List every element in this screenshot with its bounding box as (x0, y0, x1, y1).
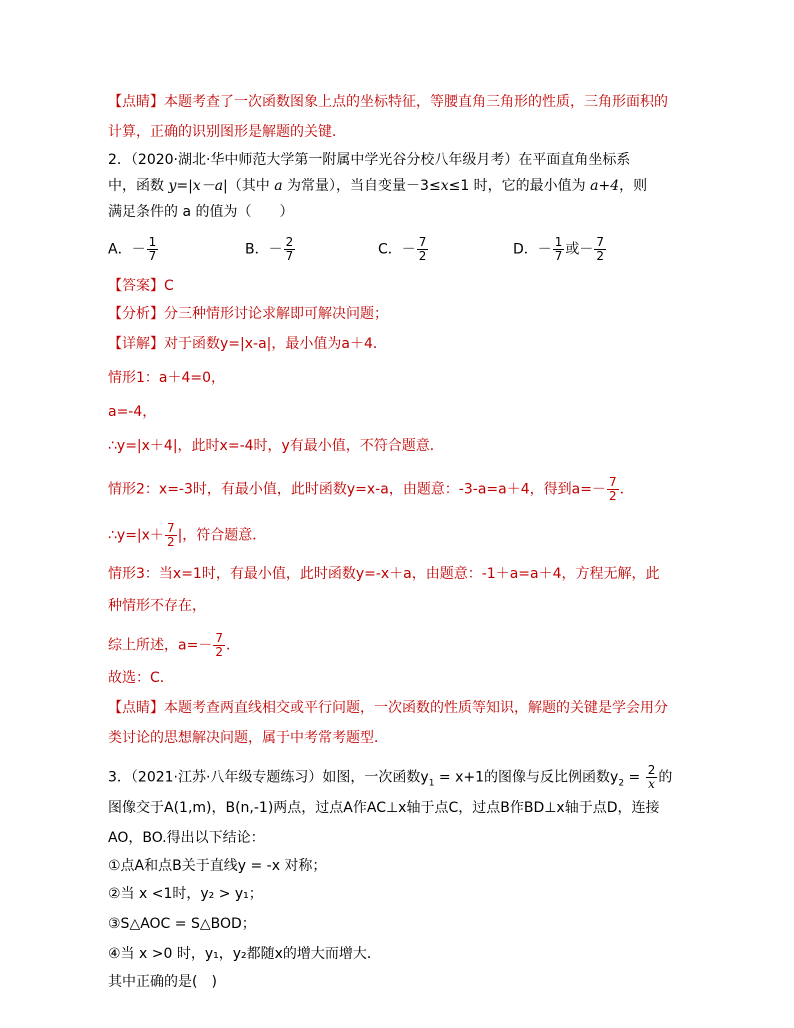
q2-stem-text: ，则 (619, 178, 648, 194)
q2-stem-text: 为常量），当自变量－3≤ (282, 178, 441, 194)
fraction (213, 632, 225, 659)
numerator: 7 (166, 521, 175, 535)
q2-case2-line-1 (108, 476, 634, 503)
q2-analysis: 【分析】分三种情形讨论求解即可解决问题； (108, 306, 388, 322)
case2-text: ∴y=|x＋ (108, 527, 164, 544)
subscript: 2 (618, 778, 625, 789)
q2-stem-text: （其中 (227, 178, 275, 194)
q2-detail: 【详解】对于函数y=|x-a|，最小值为a＋4． (108, 336, 387, 352)
q2-min-value: a+4 (590, 178, 620, 194)
denominator: 7 (285, 249, 294, 263)
q2-option-a (108, 236, 159, 263)
q2-function: y=|x－a| (168, 178, 228, 194)
summary-end: ． (225, 637, 240, 654)
q2-choice: 故选：C． (108, 670, 174, 686)
case2-text: 情形2：x=-3时，有最小值，此时函数y=x-a，由题意：-3-a=a＋4，得到a=－ (108, 481, 606, 498)
numerator: 7 (596, 235, 605, 249)
q2-dianjing-line-2: 类讨论的思想解决问题，属于中考常考题型． (108, 730, 388, 746)
fraction (417, 236, 429, 263)
q1-dianjing-line-2: 计算，正确的识别图形是解题的关键． (108, 124, 346, 140)
numerator: 1 (554, 235, 563, 249)
numerator: 7 (215, 631, 223, 645)
q2-case2-line-2 (108, 522, 266, 549)
fraction (147, 236, 159, 263)
q2-case1-line-2: a=-4， (108, 404, 157, 420)
q3-text: 的 (658, 769, 673, 786)
fraction (553, 236, 565, 263)
fraction (646, 764, 658, 791)
numerator: 2 (647, 763, 656, 777)
q3-text: = x+1的图像与反比例函数y (434, 769, 619, 786)
q3-text: = (624, 769, 645, 786)
denominator: 7 (554, 249, 563, 263)
q2-answer: 【答案】C (108, 278, 174, 294)
option-mid: 或－ (565, 241, 594, 258)
option-prefix: D．－ (513, 241, 552, 258)
fraction (284, 236, 296, 263)
case2-text: |，符合题意． (177, 527, 267, 544)
fraction (607, 476, 619, 503)
q2-case3-line-1: 情形3：当x=1时，有最小值，此时函数y=-x＋a，由题意：-1＋a=a＋4，方程无解，此 (108, 566, 660, 582)
denominator: 2 (215, 645, 223, 659)
denominator: 2 (596, 249, 605, 263)
option-prefix: A．－ (108, 241, 146, 258)
denominator: 2 (418, 249, 427, 263)
q3-stem-line-2: 图像交于A(1,m)，B(n,-1)两点，过点A作AC⊥x轴于点C，过点B作BD⊥x轴于点D，连接 (108, 800, 660, 816)
q2-option-d (513, 236, 607, 263)
q3-ask: 其中正确的是( ) (108, 974, 217, 990)
numerator: 7 (608, 475, 617, 489)
q2-var-a: a (274, 178, 283, 194)
q3-conclusion-3: ③S△AOC = S△BOD； (108, 916, 256, 932)
subscript: 1 (428, 778, 435, 789)
q2-option-b (245, 236, 296, 263)
numerator: 1 (148, 235, 157, 249)
q3-stem-line-1 (108, 764, 672, 793)
q2-option-c (378, 236, 429, 263)
denominator: 2 (608, 489, 617, 503)
denominator: 7 (148, 249, 157, 263)
option-prefix: C．－ (378, 241, 416, 258)
case2-end: ． (619, 481, 634, 498)
q2-case3-line-2: 种情形不存在， (108, 598, 206, 614)
denominator: x (648, 777, 655, 791)
q2-case1-line-1: 情形1：a＋4=0， (108, 370, 226, 386)
q1-dianjing-line-1: 【点睛】本题考查了一次函数图象上点的坐标特征，等腰直角三角形的性质，三角形面积的 (108, 94, 668, 110)
q2-case1-line-3: ∴y=|x＋4|，此时x=-4时，y有最小值，不符合题意． (108, 438, 444, 454)
numerator: 2 (285, 235, 294, 249)
q2-summary (108, 632, 240, 659)
fraction (165, 522, 177, 549)
q2-dianjing-line-1: 【点睛】本题考查两直线相交或平行问题，一次函数的性质等知识，解题的关键是学会用分 (108, 700, 668, 716)
q3-text: 3．（2021·江苏·八年级专题练习）如图，一次函数y (108, 769, 429, 786)
q2-stem-line-3: 满足条件的 a 的值为（ ） (108, 204, 294, 220)
q2-stem-line-2 (108, 176, 647, 196)
q3-conclusion-1: ①点A和点B关于直线y = -x 对称； (108, 858, 327, 874)
q3-stem-line-3: AO，BO.得出以下结论： (108, 830, 265, 846)
q2-stem-text: ≤1 时，它的最小值为 (448, 178, 591, 194)
q3-conclusion-2: ②当 x <1时，y₂ > y₁； (108, 886, 263, 902)
summary-text: 综上所述，a=－ (108, 637, 213, 654)
denominator: 2 (166, 535, 175, 549)
q2-stem-line-1: 2．（2020·湖北·华中师范大学第一附属中学光谷分校八年级月考）在平面直角坐标系 (108, 152, 631, 168)
q2-stem-text: 中，函数 (108, 178, 169, 194)
q3-conclusion-4: ④当 x >0 时，y₁，y₂都随x的增大而增大． (108, 946, 381, 962)
fraction (594, 236, 606, 263)
q2-var-x: x (440, 178, 449, 194)
numerator: 7 (418, 235, 427, 249)
option-prefix: B．－ (245, 241, 283, 258)
